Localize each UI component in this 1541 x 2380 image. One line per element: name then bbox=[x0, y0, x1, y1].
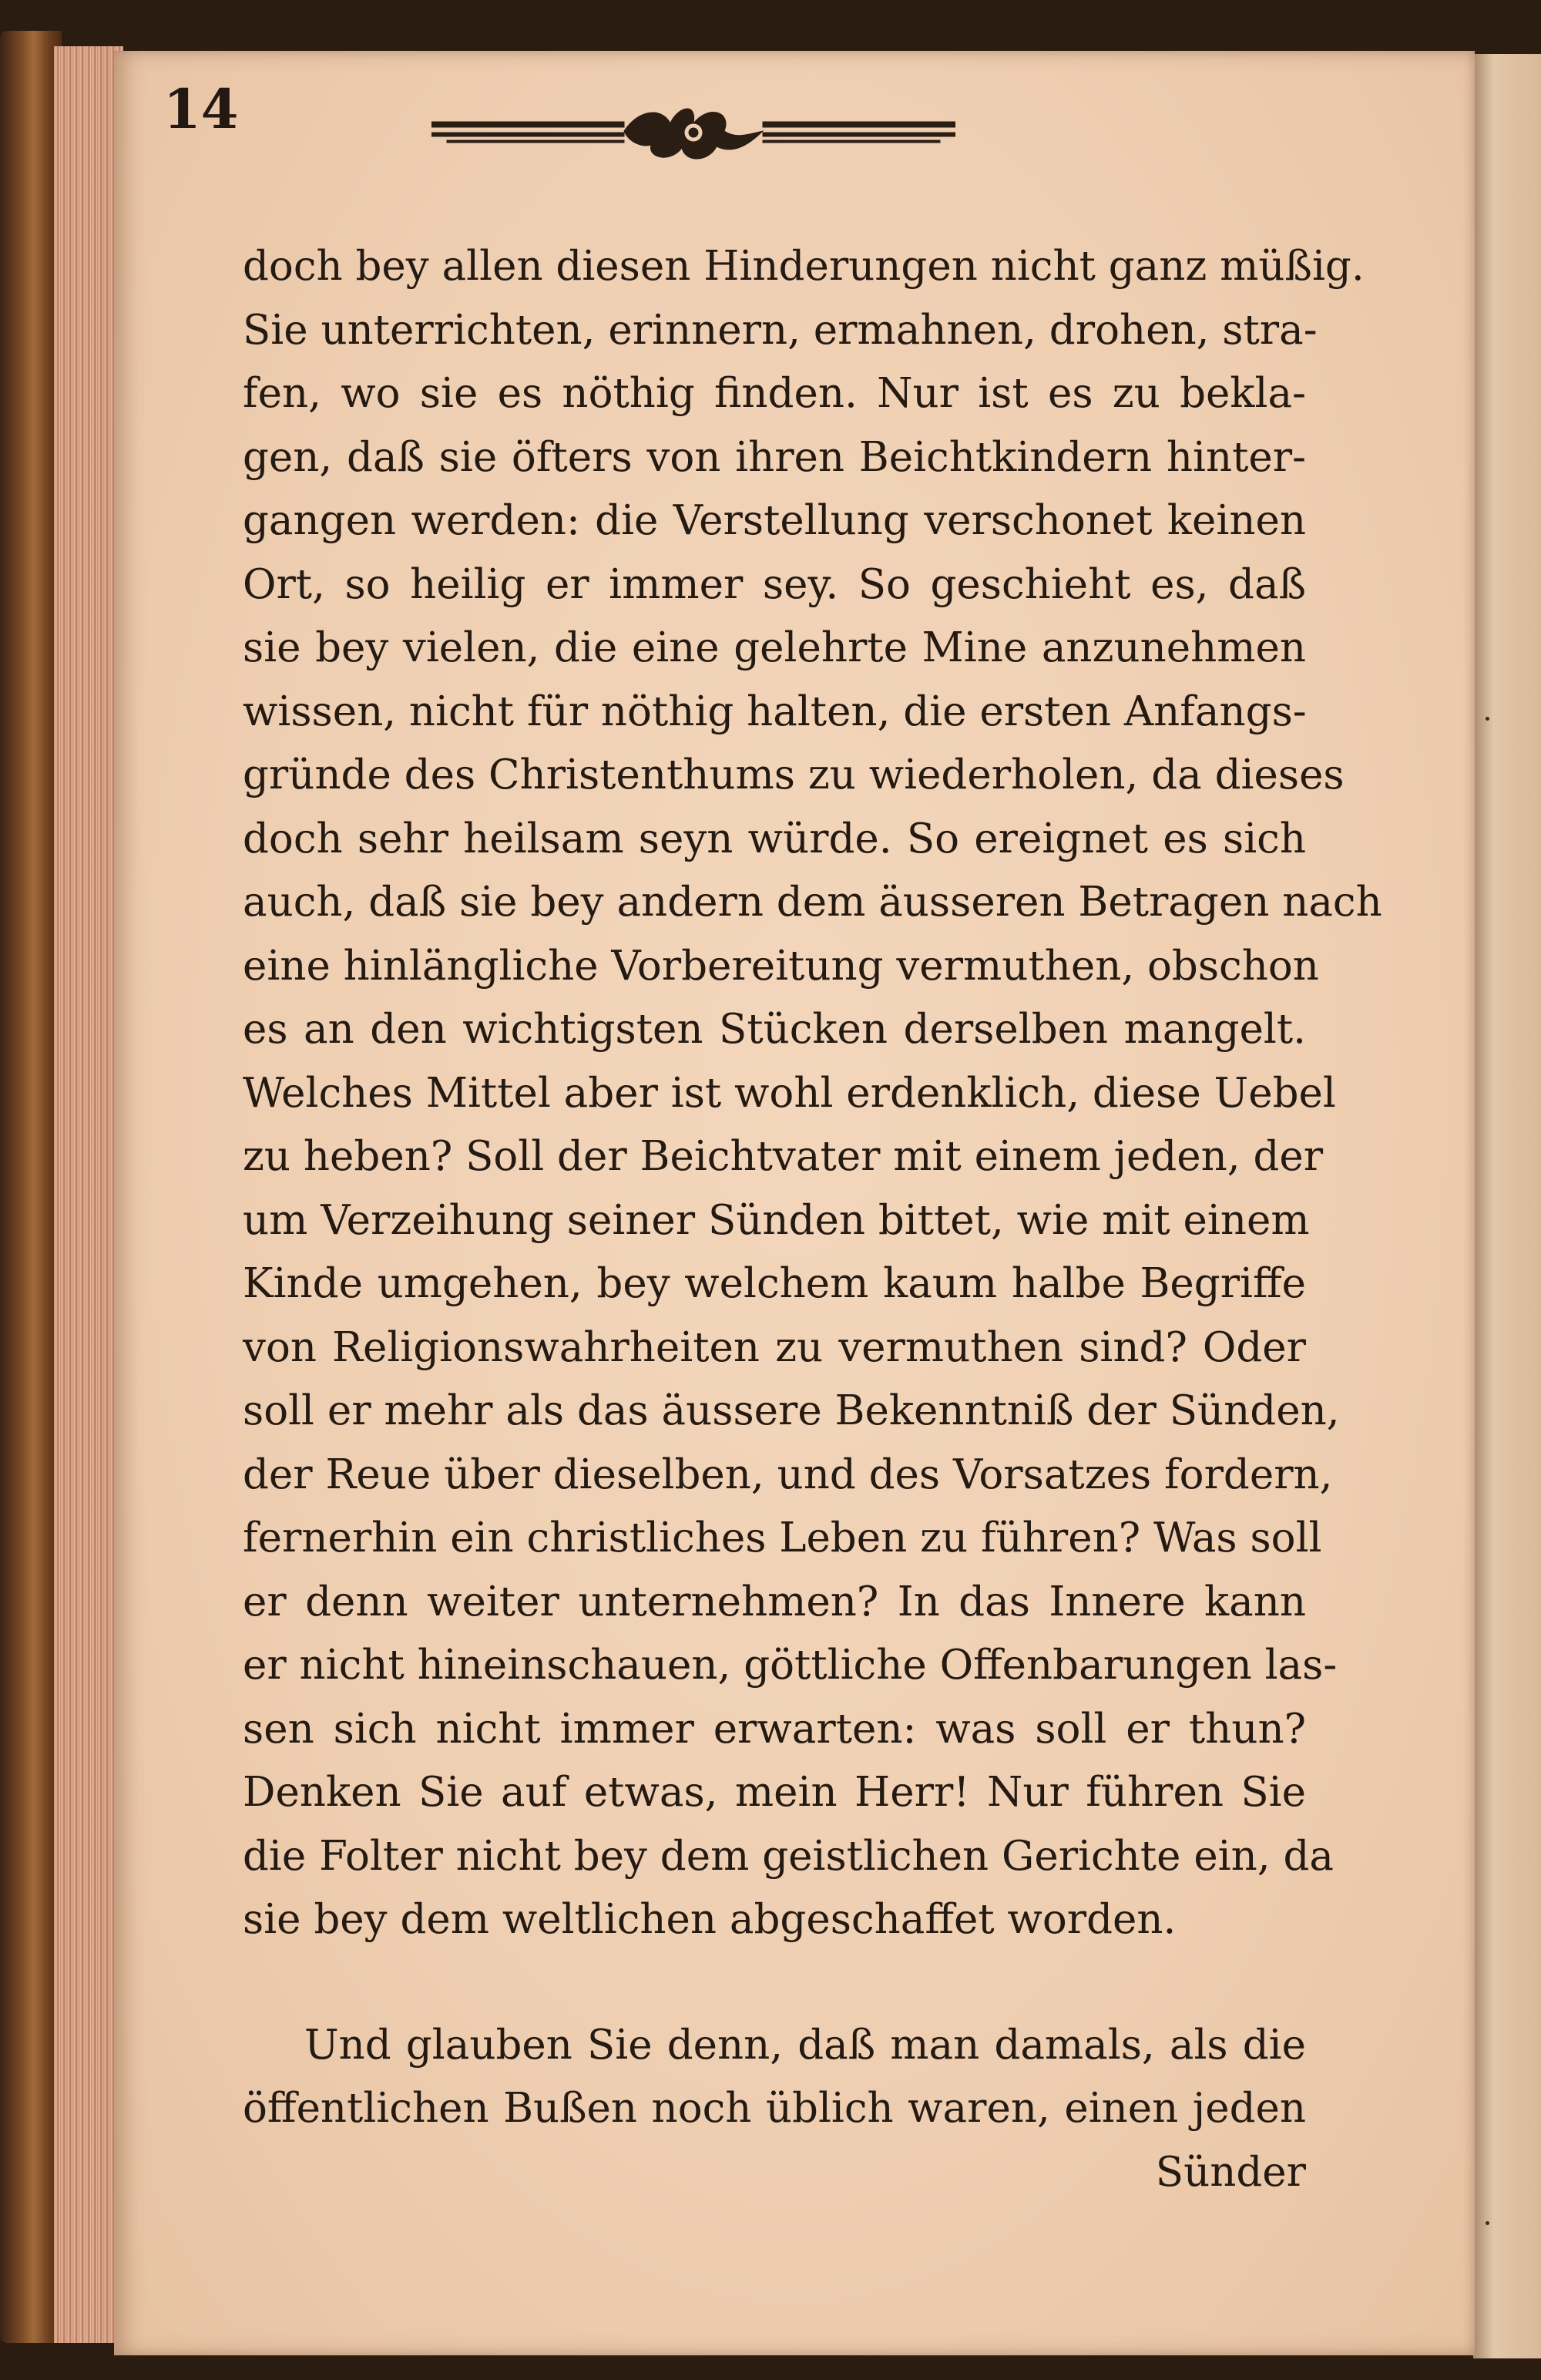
text-line: fernerhin ein christliches Leben zu führen? Was soll bbox=[243, 1514, 1322, 1561]
text-line: sie bey dem weltlichen abgeschaffet worden. bbox=[243, 1896, 1177, 1943]
text-line: doch bey allen diesen Hinderungen nicht ganz müßig. bbox=[243, 243, 1365, 290]
text-line: wissen, nicht für nöthig halten, die ersten Anfangs- bbox=[243, 687, 1307, 735]
facing-page-mark bbox=[1486, 717, 1489, 721]
text-line: Und glauben Sie denn, daß man damals, als die bbox=[304, 2021, 1306, 2069]
text-line: auch, daß sie bey andern dem äusseren Betragen nach bbox=[243, 879, 1382, 926]
text-line: Ort, so heilig er immer sey. So geschieht es, daß bbox=[243, 560, 1306, 608]
paragraph bbox=[243, 235, 1382, 1952]
text-line: fen, wo sie es nöthig finden. Nur ist es zu bekla- bbox=[243, 370, 1306, 417]
body-text bbox=[243, 235, 1382, 2204]
text-line: Welches Mittel aber ist wohl erdenklich, diese Uebel bbox=[243, 1069, 1336, 1117]
ornament-rule bbox=[431, 92, 955, 170]
text-line: Kinde umgehen, bey welchem kaum halbe Begriffe bbox=[243, 1260, 1306, 1307]
text-line: der Reue über dieselben, und des Vorsatzes fordern, bbox=[243, 1451, 1333, 1498]
text-line: er nicht hineinschauen, göttliche Offenbarungen las- bbox=[243, 1642, 1338, 1689]
facing-page-mark bbox=[1486, 2221, 1489, 2225]
text-line: Sie unterrichten, erinnern, ermahnen, drohen, stra- bbox=[243, 306, 1318, 354]
catchword: Sünder bbox=[1155, 2148, 1306, 2196]
text-line: Denken Sie auf etwas, mein Herr! Nur führen Sie bbox=[243, 1769, 1306, 1816]
text-line: sie bey vielen, die eine gelehrte Mine anzunehmen bbox=[243, 624, 1306, 671]
text-line: soll er mehr als das äussere Bekenntniß der Sünden, bbox=[243, 1387, 1340, 1434]
text-line: doch sehr heilsam seyn würde. So ereignet es sich bbox=[243, 815, 1306, 862]
page-edges bbox=[54, 46, 123, 2343]
text-line: gründe des Christenthums zu wiederholen, da dieses bbox=[243, 751, 1345, 798]
text-line: er denn weiter unternehmen? In das Innere kann bbox=[243, 1578, 1306, 1625]
text-line: gen, daß sie öfters von ihren Beichtkindern hinter- bbox=[243, 433, 1306, 481]
facing-page-edge bbox=[1473, 54, 1541, 2358]
text-line: von Religionswahrheiten zu vermuthen sind? Oder bbox=[243, 1323, 1306, 1371]
leather-binding bbox=[0, 31, 62, 2343]
text-line: öffentlichen Bußen noch üblich waren, einen jeden bbox=[243, 2085, 1306, 2132]
page-number: 14 bbox=[163, 77, 239, 141]
text-line: sen sich nicht immer erwarten: was soll er thun? bbox=[243, 1705, 1306, 1753]
text-line: gangen werden: die Verstellung verschonet keinen bbox=[243, 497, 1306, 544]
text-line: die Folter nicht bey dem geistlichen Gerichte ein, da bbox=[243, 1832, 1334, 1880]
text-line: es an den wichtigsten Stücken derselben mangelt. bbox=[243, 1006, 1306, 1053]
text-line: um Verzeihung seiner Sünden bittet, wie mit einem bbox=[243, 1196, 1310, 1244]
paragraph bbox=[243, 2014, 1306, 2141]
text-line: zu heben? Soll der Beichtvater mit einem jeden, der bbox=[243, 1133, 1324, 1180]
paragraph-gap bbox=[243, 1952, 1306, 2014]
text-line: eine hinlängliche Vorbereitung vermuthen, obschon bbox=[243, 942, 1319, 990]
